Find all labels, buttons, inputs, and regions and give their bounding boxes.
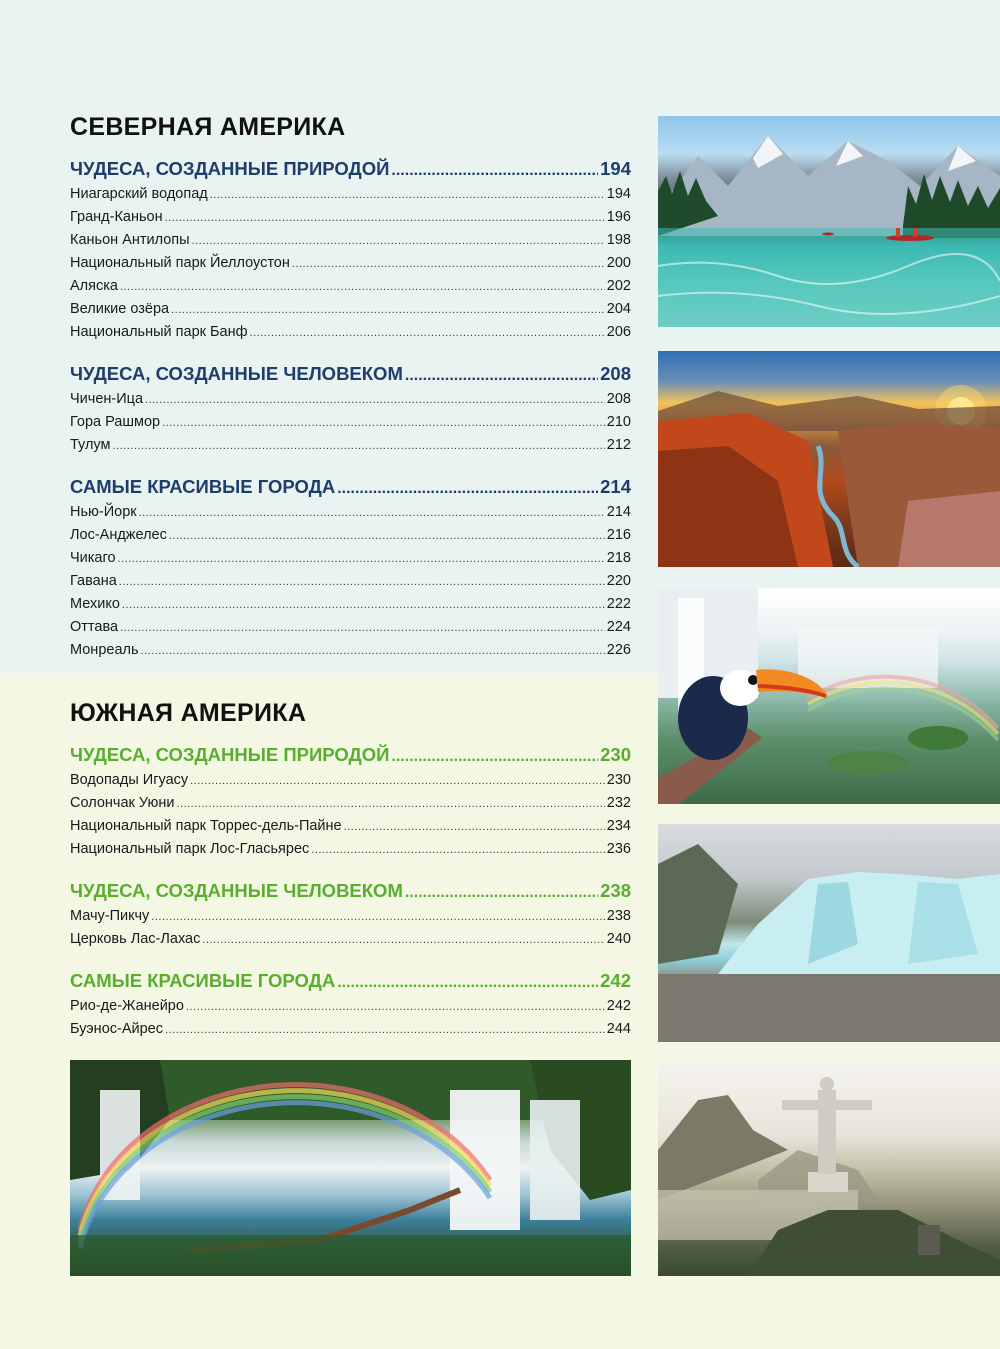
entry-title: Нью-Йорк (70, 504, 137, 520)
page-number: 238 (600, 880, 631, 901)
toc-entry[interactable] (70, 593, 631, 616)
photo-toucan-waterfall (658, 588, 1000, 804)
photo-mountain-lake (658, 116, 1000, 327)
section-heading-row[interactable] (70, 877, 631, 905)
entry-title: Буэнос-Айрес (70, 1021, 163, 1037)
page-number: 196 (606, 209, 631, 225)
page-number: 208 (606, 391, 631, 407)
section-heading-row[interactable] (70, 473, 631, 501)
entry-title: Гранд-Каньон (70, 209, 163, 225)
dot-leader (250, 322, 605, 345)
toucan-illustration (658, 588, 1000, 804)
section-heading: САМЫЕ КРАСИВЫЕ ГОРОДА (70, 476, 336, 497)
page-number: 200 (606, 255, 631, 271)
page-number: 198 (606, 232, 631, 248)
page-number: 242 (600, 970, 631, 991)
dot-leader (139, 502, 605, 525)
section-heading-row[interactable] (70, 741, 631, 769)
dot-leader (165, 1019, 605, 1042)
page-number: 232 (606, 795, 631, 811)
dot-leader (210, 184, 605, 207)
entry-title: Оттава (70, 619, 119, 635)
toc-group-man-made (70, 360, 631, 457)
page-number: 224 (606, 619, 631, 635)
section-heading-row[interactable] (70, 967, 631, 995)
dot-leader (120, 617, 605, 640)
entry-title: Мачу-Пикчу (70, 908, 150, 924)
page-number: 212 (606, 437, 631, 453)
page-number: 242 (606, 998, 631, 1014)
entry-title: Чикаго (70, 550, 116, 566)
dot-leader (192, 230, 605, 253)
toc-group-cities (70, 967, 631, 1041)
photo-glacier (658, 824, 1000, 1042)
entry-title: Монреаль (70, 642, 139, 658)
page-number: 238 (606, 908, 631, 924)
entry-title: Национальный парк Банф (70, 324, 248, 340)
dot-leader (165, 207, 605, 230)
page-number: 204 (606, 301, 631, 317)
page-number: 214 (606, 504, 631, 520)
toc-entry[interactable] (70, 905, 631, 928)
entry-title: Лос-Анджелес (70, 527, 167, 543)
entry-title: Национальный парк Лос-Гласьярес (70, 841, 310, 857)
page-number: 226 (606, 642, 631, 658)
entry-title: Аляска (70, 278, 118, 294)
dot-leader (141, 640, 605, 663)
toc-entry[interactable] (70, 275, 631, 298)
page-number: 216 (606, 527, 631, 543)
dot-leader (337, 967, 598, 997)
page-number: 202 (606, 278, 631, 294)
entry-title: Водопады Игуасу (70, 772, 189, 788)
toc-group-nature (70, 155, 631, 344)
dot-leader (119, 571, 605, 594)
dot-leader (391, 155, 598, 185)
page-number: 244 (606, 1021, 631, 1037)
page-number: 206 (606, 324, 631, 340)
toc-entry[interactable] (70, 616, 631, 639)
dot-leader (344, 816, 605, 839)
section-heading-row[interactable] (70, 155, 631, 183)
page-number: 230 (600, 744, 631, 765)
toc-entry[interactable] (70, 815, 631, 838)
toc-group-nature (70, 741, 631, 861)
page-number: 210 (606, 414, 631, 430)
page-number: 222 (606, 596, 631, 612)
page-number: 240 (606, 931, 631, 947)
dot-leader (292, 253, 605, 276)
north-america-toc (70, 112, 631, 662)
toc-entry[interactable] (70, 547, 631, 570)
section-heading: ЧУДЕСА, СОЗДАННЫЕ ЧЕЛОВЕКОМ (70, 880, 403, 901)
south-america-toc (70, 698, 631, 1041)
page-number: 220 (606, 573, 631, 589)
dot-leader (202, 929, 604, 952)
page-number: 234 (606, 818, 631, 834)
dot-leader (391, 741, 598, 771)
photo-christ-the-redeemer (658, 1060, 1000, 1276)
toc-entry[interactable] (70, 321, 631, 344)
dot-leader (186, 996, 605, 1019)
page-number: 194 (600, 158, 631, 179)
page-number: 214 (600, 476, 631, 497)
entry-title: Гавана (70, 573, 117, 589)
dot-leader (162, 412, 605, 435)
section-heading: САМЫЕ КРАСИВЫЕ ГОРОДА (70, 970, 336, 991)
toc-entry[interactable] (70, 206, 631, 229)
page-number: 208 (600, 363, 631, 384)
dot-leader (151, 906, 605, 929)
toc-entry[interactable] (70, 298, 631, 321)
dot-leader (405, 360, 598, 390)
page-number: 194 (606, 186, 631, 202)
page-number: 230 (606, 772, 631, 788)
entry-title: Великие озёра (70, 301, 170, 317)
toc-entry[interactable] (70, 501, 631, 524)
section-heading-row[interactable] (70, 360, 631, 388)
toc-group-man-made (70, 877, 631, 951)
section-heading: ЧУДЕСА, СОЗДАННЫЕ ЧЕЛОВЕКОМ (70, 363, 403, 384)
entry-title: Гора Рашмор (70, 414, 161, 430)
iguazu-illustration (70, 1060, 631, 1276)
toc-entry[interactable] (70, 995, 631, 1018)
toc-entry[interactable] (70, 524, 631, 547)
entry-title: Каньон Антилопы (70, 232, 190, 248)
page-number: 218 (606, 550, 631, 566)
dot-leader (171, 299, 605, 322)
toc-entry[interactable] (70, 838, 631, 861)
entry-title: Солончак Уюни (70, 795, 175, 811)
section-heading: ЧУДЕСА, СОЗДАННЫЕ ПРИРОДОЙ (70, 744, 390, 765)
dot-leader (311, 839, 605, 862)
entry-title: Мехико (70, 596, 120, 612)
dot-leader (176, 793, 604, 816)
dot-leader (145, 389, 605, 412)
dot-leader (190, 770, 605, 793)
toc-entry[interactable] (70, 252, 631, 275)
entry-title: Тулум (70, 437, 111, 453)
entry-title: Национальный парк Йеллоустон (70, 255, 290, 271)
canyon-illustration (658, 351, 1000, 567)
entry-title: Чичен-Ица (70, 391, 144, 407)
dot-leader (405, 877, 598, 907)
toc-entry[interactable] (70, 570, 631, 593)
dot-leader (113, 435, 605, 458)
entry-title: Церковь Лас-Лахас (70, 931, 201, 947)
entry-title: Рио-де-Жанейро (70, 998, 184, 1014)
section-heading: ЧУДЕСА, СОЗДАННЫЕ ПРИРОДОЙ (70, 158, 390, 179)
toc-entry[interactable] (70, 183, 631, 206)
entry-title: Ниагарский водопад (70, 186, 208, 202)
toc-entry[interactable] (70, 792, 631, 815)
toc-entry[interactable] (70, 1018, 631, 1041)
photo-iguazu-falls (70, 1060, 631, 1276)
dot-leader (122, 594, 605, 617)
christ-redeemer-illustration (658, 1060, 1000, 1276)
toc-entry[interactable] (70, 411, 631, 434)
entry-title: Национальный парк Торрес-дель-Пайне (70, 818, 342, 834)
toc-entry[interactable] (70, 639, 631, 662)
dot-leader (118, 548, 605, 571)
region-title-south-america: ЮЖНАЯ АМЕРИКА (70, 699, 307, 727)
glacier-illustration (658, 824, 1000, 1042)
dot-leader (169, 525, 605, 548)
mountain-lake-illustration (658, 116, 1000, 327)
toc-entry[interactable] (70, 229, 631, 252)
dot-leader (337, 473, 598, 503)
region-title-north-america: СЕВЕРНАЯ АМЕРИКА (70, 113, 346, 141)
photo-red-canyon (658, 351, 1000, 567)
toc-group-cities (70, 473, 631, 662)
toc-entry[interactable] (70, 928, 631, 951)
toc-entry[interactable] (70, 434, 631, 457)
dot-leader (120, 276, 605, 299)
toc-entry[interactable] (70, 388, 631, 411)
page-number: 236 (606, 841, 631, 857)
toc-entry[interactable] (70, 769, 631, 792)
